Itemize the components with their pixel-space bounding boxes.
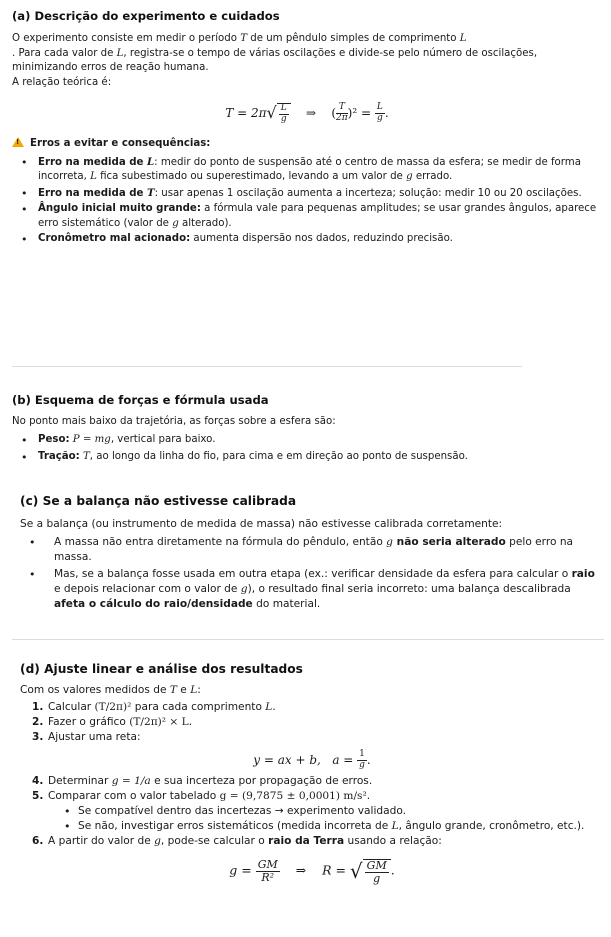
section-d-heading: (d) Ajuste linear e análise dos resultados <box>20 662 303 676</box>
warning-icon <box>12 137 24 147</box>
list-item: 1. Calcular (T/2π)² para cada comprimento L. <box>32 701 276 714</box>
list-item: • Erro na medida de L: medir do ponto de suspensão até o centro de massa da esfera; se medir de forma incorreta, L fica subestimado ou superestimado, levando a um valor de g errado. <box>12 155 602 185</box>
list-item: • Ângulo inicial muito grande: a fórmula vale para pequenas amplitudes; se usar grandes ângulos, aparece erro sistemático (valor de g alterado). <box>12 202 602 231</box>
list-item: 3. Ajustar uma reta: <box>32 731 141 744</box>
fit-equation: y = ax + b, a = $\frac{1}{g}$ . <box>253 749 371 771</box>
list-item: 4. Determinar g = 1/a e sua incerteza por propagação de erros. <box>32 775 373 788</box>
validation-sublist <box>20 804 604 834</box>
section-b <box>12 392 602 465</box>
forces-list <box>12 433 602 465</box>
section-d-intro: Com os valores medidos de T e L: <box>20 684 201 697</box>
section-d <box>20 661 604 886</box>
list-item: • Mas, se a balança fosse usada em outra etapa (ex.: verificar densidade da esfera para calcular o raio e depois relacionar com o valor de g), o resultado final seria incorreto: uma balança descalibrada afeta o cálculo do raio/densidade do material. <box>20 567 604 612</box>
list-item: • Peso: P = mg, vertical para baixo. <box>12 433 602 447</box>
section-c-intro: Se a balança (ou instrumento de medida de massa) não estivesse calibrada corretamente: <box>20 518 503 531</box>
calibration-list <box>20 535 604 612</box>
earth-radius-equation: g = $\frac{GM}{\text{R²}}$ ⇒ R = √ $\frac{GM}{g}$ . <box>229 858 395 885</box>
list-item: • Se não, investigar erros sistemáticos (medida incorreta de L, ângulo grande, cronômetro, etc.). <box>20 819 604 834</box>
list-item: • Tração: T, ao longo da linha do fio, para cima e em direção ao ponto de suspensão. <box>12 450 602 464</box>
section-b-intro: No ponto mais baixo da trajetória, as forças sobre a esfera são: <box>12 416 336 428</box>
relation-text: A relação teórica é: <box>12 76 112 88</box>
list-item: • A massa não entra diretamente na fórmula do pêndulo, então g não seria alterado pelo erro na massa. <box>20 535 604 565</box>
divider <box>12 639 604 640</box>
section-a <box>12 8 602 247</box>
section-a-heading: (a) Descrição do experimento e cuidados <box>12 9 280 23</box>
list-item: • Se compatível dentro das incertezas → experimento validado. <box>20 804 604 819</box>
list-item: 2. Fazer o gráfico (T/2π)² × L. <box>32 716 193 729</box>
section-a-intro: O experimento consiste em medir o período T de um pêndulo simples de comprimento L . Para cada valor de L, registra-se o tempo de várias oscilações e divide-se pelo número de oscilações, minimizando erros de reação humana. <box>12 33 538 74</box>
steps-list-continued <box>20 774 604 804</box>
list-item: • Cronômetro mal acionado: aumenta dispersão nos dados, reduzindo precisão. <box>12 232 602 246</box>
section-b-heading: (b) Esquema de forças e fórmula usada <box>12 393 269 407</box>
section-c-heading: (c) Se a balança não estivesse calibrada <box>20 494 297 508</box>
period-equation: T = 2π√ $\frac{L}{g}$ ⇒ ( $\frac{T}{2\pi}$ )² = $\frac{L}{g}$ . <box>225 102 389 124</box>
steps-list-final <box>20 834 604 849</box>
list-item: 6. A partir do valor de g, pode-se calcular o raio da Terra usando a relação: <box>32 835 442 848</box>
divider <box>12 366 522 367</box>
list-item: • Erro na medida de T: usar apenas 1 oscilação aumenta a incerteza; solução: medir 10 ou 20 oscilações. <box>12 186 602 201</box>
list-item: 5. Comparar com o valor tabelado g = (9,7875 ± 0,0001) m/s². <box>32 790 371 803</box>
warning-title: !Erros a evitar e consequências: <box>12 137 602 151</box>
steps-list <box>20 700 604 745</box>
errors-list <box>12 155 602 247</box>
section-c <box>20 493 604 613</box>
